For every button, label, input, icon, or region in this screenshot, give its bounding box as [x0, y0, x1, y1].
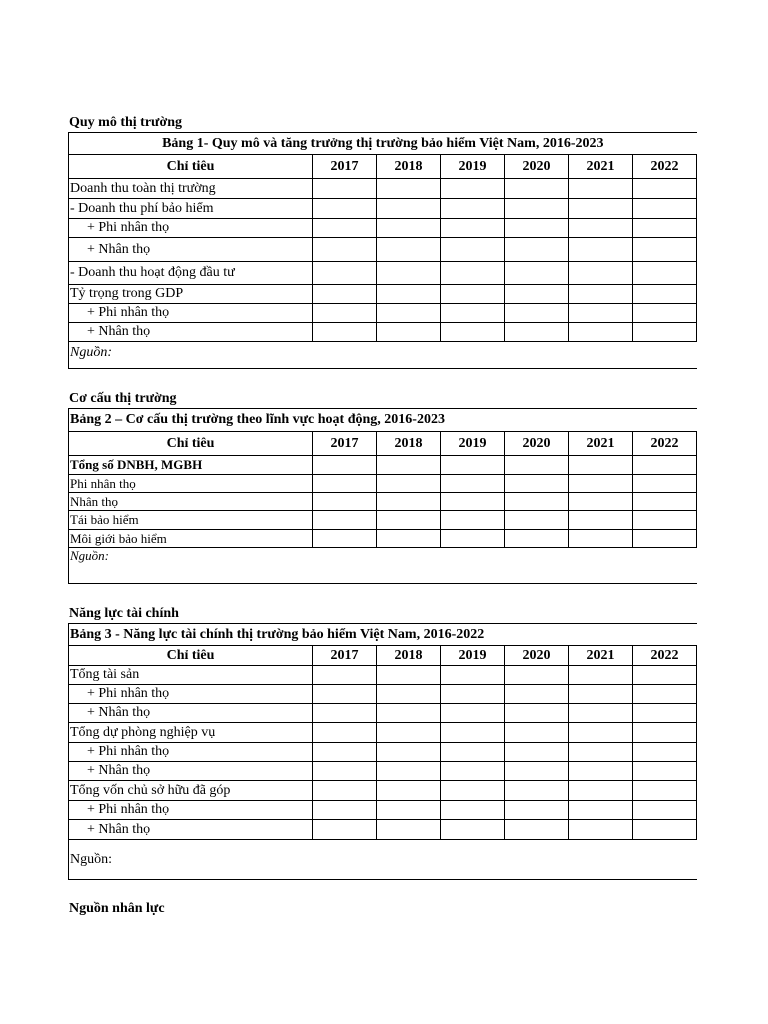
header-cell-year: 2018 — [377, 432, 441, 456]
table-row — [69, 493, 697, 511]
row-label: Môi giới bảo hiểm — [69, 530, 313, 548]
row-label: - Doanh thu hoạt động đầu tư — [69, 262, 313, 285]
table-header-row — [69, 432, 697, 456]
row-label: Tổng tài sản — [69, 666, 313, 685]
header-cell-label: Chỉ tiêu — [69, 155, 313, 179]
header-cell-label: Chỉ tiêu — [69, 646, 313, 666]
table-row — [69, 743, 697, 762]
table-caption: Bảng 2 – Cơ cấu thị trường theo lĩnh vực hoạt động, 2016-2023 — [69, 409, 697, 432]
row-label: + Phi nhân thọ — [69, 685, 313, 704]
table-row — [69, 238, 697, 262]
table-header-row — [69, 646, 697, 666]
table-row — [69, 723, 697, 743]
table-financial-capacity — [68, 623, 697, 880]
table-row — [69, 666, 697, 685]
row-label: + Nhân thọ — [69, 238, 313, 262]
header-cell-year: 2019 — [441, 155, 505, 179]
table-row — [69, 781, 697, 801]
table-row — [69, 801, 697, 820]
header-cell-year: 2018 — [377, 155, 441, 179]
table-row — [69, 179, 697, 199]
header-cell-year: 2022 — [633, 646, 697, 666]
row-label: + Phi nhân thọ — [69, 801, 313, 820]
row-label: Tái bảo hiểm — [69, 511, 313, 530]
header-cell-year: 2021 — [569, 155, 633, 179]
table-row — [69, 820, 697, 840]
table-row — [69, 323, 697, 342]
header-cell-label: Chỉ tiêu — [69, 432, 313, 456]
table-row — [69, 199, 697, 219]
table-row — [69, 219, 697, 238]
table-market-structure — [68, 408, 697, 584]
table-source: Nguồn: — [69, 548, 697, 584]
row-label: Doanh thu toàn thị trường — [69, 179, 313, 199]
table-row — [69, 511, 697, 530]
table-source: Nguồn: — [69, 840, 697, 880]
header-cell-year: 2022 — [633, 432, 697, 456]
row-label: + Nhân thọ — [69, 323, 313, 342]
header-cell-year: 2021 — [569, 432, 633, 456]
table-row — [69, 285, 697, 304]
table-source: Nguồn: — [69, 342, 697, 369]
row-label: Tỷ trọng trong GDP — [69, 285, 313, 304]
table-row — [69, 475, 697, 493]
table-row — [69, 685, 697, 704]
section-heading-market-size: Quy mô thị trường — [69, 115, 182, 130]
header-cell-year: 2020 — [505, 646, 569, 666]
section-heading-market-structure: Cơ cấu thị trường — [69, 391, 177, 406]
row-label: + Nhân thọ — [69, 704, 313, 723]
row-label: Phi nhân thọ — [69, 475, 313, 493]
row-label: Tổng số DNBH, MGBH — [69, 456, 313, 475]
row-label: + Nhân thọ — [69, 762, 313, 781]
row-label: Tổng dự phòng nghiệp vụ — [69, 723, 313, 743]
header-cell-year: 2019 — [441, 432, 505, 456]
table-row — [69, 762, 697, 781]
section-heading-financial-capacity: Năng lực tài chính — [69, 606, 179, 621]
header-cell-year: 2021 — [569, 646, 633, 666]
row-label: + Phi nhân thọ — [69, 304, 313, 323]
header-cell-year: 2018 — [377, 646, 441, 666]
header-cell-year: 2017 — [313, 432, 377, 456]
header-cell-year: 2020 — [505, 155, 569, 179]
header-cell-year: 2017 — [313, 646, 377, 666]
table-row — [69, 530, 697, 548]
table-row — [69, 456, 697, 475]
header-cell-year: 2019 — [441, 646, 505, 666]
row-label: Nhân thọ — [69, 493, 313, 511]
row-label: + Nhân thọ — [69, 820, 313, 840]
header-cell-year: 2017 — [313, 155, 377, 179]
row-label: + Phi nhân thọ — [69, 219, 313, 238]
table-header-row — [69, 155, 697, 179]
row-label: - Doanh thu phí bảo hiểm — [69, 199, 313, 219]
table-row — [69, 704, 697, 723]
header-cell-year: 2020 — [505, 432, 569, 456]
table-row — [69, 262, 697, 285]
row-label: Tổng vốn chủ sở hữu đã góp — [69, 781, 313, 801]
table-caption: Bảng 1- Quy mô và tăng trưởng thị trường bảo hiểm Việt Nam, 2016-2023 — [69, 133, 697, 155]
table-market-size — [68, 132, 697, 369]
table-caption: Bảng 3 - Năng lực tài chính thị trường bảo hiểm Việt Nam, 2016-2022 — [69, 624, 697, 646]
row-label: + Phi nhân thọ — [69, 743, 313, 762]
header-cell-year: 2022 — [633, 155, 697, 179]
table-row — [69, 304, 697, 323]
section-heading-human-resources: Nguồn nhân lực — [69, 901, 165, 916]
